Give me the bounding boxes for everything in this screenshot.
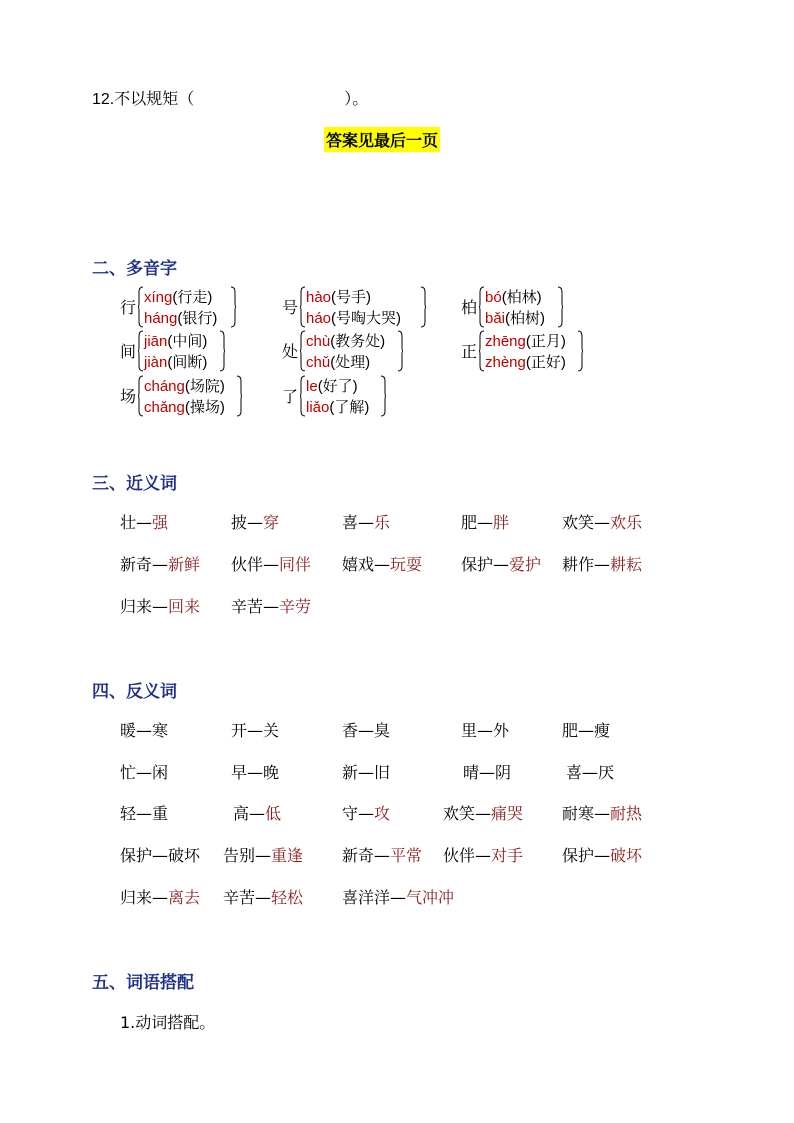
pinyin: bǎi (485, 310, 506, 327)
example-word: (了解) (329, 399, 370, 416)
pinyin: zhèng (485, 354, 526, 371)
polyphonic-char: 行 (120, 298, 137, 317)
example-word: (好了) (317, 378, 358, 395)
example-word: (教务处) (330, 333, 386, 350)
synonym-pair: 喜—乐 (342, 513, 391, 532)
polyphonic-char: 处 (282, 342, 299, 361)
synonym-pair: 壮—强 (120, 513, 169, 532)
question-12 (92, 86, 368, 109)
example-word: (号啕大哭) (331, 310, 402, 327)
antonym-pair: 耐寒—耐热 (562, 804, 643, 823)
antonym-pair: 喜洋洋—气冲冲 (342, 888, 455, 907)
reading-2 (144, 396, 225, 417)
pinyin: chǔ (306, 354, 331, 371)
antonym-pair: 晴—阴 (463, 763, 512, 782)
example-word: (场院) (184, 378, 225, 395)
antonym-pair: 新—旧 (342, 763, 391, 782)
reading-1 (144, 286, 212, 307)
reading-2 (306, 351, 370, 372)
antonym-pair: 归来—离去 (120, 888, 201, 907)
antonym-pair: 新奇—平常 (342, 846, 423, 865)
synonym-pair: 辛苦—辛劳 (231, 597, 312, 616)
answer-note: 答案见最后一页 (324, 127, 440, 152)
reading-1 (306, 286, 371, 307)
polyphonic-group (461, 285, 571, 331)
reading-2 (485, 351, 566, 372)
polyphonic-group (282, 374, 392, 420)
reading-1 (144, 330, 207, 351)
pinyin: hào (306, 289, 332, 306)
polyphonic-group (461, 329, 591, 375)
antonym-pair: 保护—破坏 (562, 846, 643, 865)
polyphonic-group (120, 374, 250, 420)
polyphonic-group (282, 285, 432, 331)
antonym-pair: 轻—重 (120, 804, 169, 823)
pinyin: cháng (144, 378, 185, 395)
reading-2 (306, 307, 401, 328)
pinyin: jiàn (144, 354, 168, 371)
example-word: (处理) (330, 354, 371, 371)
right-brace-icon (236, 375, 242, 417)
polyphonic-group (120, 329, 240, 375)
section-title-polyphonic: 二、多音字 (92, 259, 177, 279)
right-brace-icon (577, 330, 583, 372)
reading-1 (306, 375, 358, 396)
pinyin: le (306, 378, 318, 395)
pinyin: bó (485, 289, 502, 306)
pinyin: xíng (144, 289, 173, 306)
pinyin: chù (306, 333, 331, 350)
example-word: (柏树) (505, 310, 546, 327)
antonym-pair: 告别—重逢 (223, 846, 304, 865)
antonym-pair: 早—晚 (231, 763, 280, 782)
antonym-pair: 里—外 (461, 721, 510, 740)
synonym-pair: 归来—回来 (120, 597, 201, 616)
antonym-pair: 肥—瘦 (562, 721, 611, 740)
pinyin: háng (144, 310, 178, 327)
antonym-pair: 伙伴—对手 (443, 846, 524, 865)
example-word: (行走) (172, 289, 213, 306)
polyphonic-char: 场 (120, 387, 137, 406)
example-word: (中间) (167, 333, 208, 350)
polyphonic-char: 柏 (461, 298, 478, 317)
polyphonic-group (282, 329, 412, 375)
reading-2 (306, 396, 369, 417)
synonym-pair: 欢笑—欢乐 (562, 513, 643, 532)
right-brace-icon (230, 286, 236, 328)
section-title-antonyms: 四、反义词 (92, 682, 177, 702)
question-number: 12. (92, 91, 115, 108)
subsection-verb-collocation: 1.动词搭配。 (120, 1013, 216, 1032)
question-close: ）。 (344, 89, 369, 108)
example-word: (正月) (525, 333, 566, 350)
synonym-pair: 肥—胖 (461, 513, 510, 532)
section-title-collocation: 五、词语搭配 (92, 973, 194, 993)
example-word: (操场) (184, 399, 225, 416)
synonym-pair: 伙伴—同伴 (231, 555, 312, 574)
synonym-pair: 嬉戏—玩耍 (342, 555, 423, 574)
right-brace-icon (397, 330, 403, 372)
reading-1 (485, 330, 566, 351)
antonym-pair: 香—臭 (342, 721, 391, 740)
reading-1 (306, 330, 385, 351)
antonym-pair: 忙—闲 (120, 763, 169, 782)
polyphonic-char: 了 (282, 387, 299, 406)
right-brace-icon (557, 286, 563, 328)
example-word: (间断) (167, 354, 208, 371)
polyphonic-char: 号 (282, 298, 299, 317)
synonym-pair: 耕作—耕耘 (562, 555, 643, 574)
pinyin: liǎo (306, 399, 330, 416)
antonym-pair: 暖—寒 (120, 721, 169, 740)
antonym-pair: 欢笑—痛哭 (443, 804, 524, 823)
reading-2 (144, 351, 207, 372)
right-brace-icon (380, 375, 386, 417)
polyphonic-char: 间 (120, 342, 137, 361)
right-brace-icon (219, 330, 225, 372)
example-word: (柏林) (501, 289, 542, 306)
polyphonic-group (120, 285, 250, 331)
section-title-synonyms: 三、近义词 (92, 474, 177, 494)
pinyin: jiān (144, 333, 168, 350)
right-brace-icon (420, 286, 426, 328)
synonym-pair: 披—穿 (231, 513, 280, 532)
example-word: (银行) (177, 310, 218, 327)
synonym-pair: 新奇—新鲜 (120, 555, 201, 574)
reading-1 (144, 375, 225, 396)
pinyin: chǎng (144, 399, 185, 416)
reading-2 (144, 307, 217, 328)
example-word: (正好) (525, 354, 566, 371)
question-text: 不以规矩（ (114, 89, 195, 108)
pinyin: zhēng (485, 333, 526, 350)
antonym-pair: 守—攻 (342, 804, 391, 823)
antonym-pair: 保护—破坏 (120, 846, 201, 865)
reading-2 (485, 307, 545, 328)
antonym-pair: 辛苦—轻松 (223, 888, 304, 907)
pinyin: háo (306, 310, 332, 327)
synonym-pair: 保护—爱护 (461, 555, 542, 574)
antonym-pair: 高—低 (233, 804, 282, 823)
reading-1 (485, 286, 542, 307)
polyphonic-char: 正 (461, 342, 478, 361)
antonym-pair: 喜—厌 (566, 763, 615, 782)
example-word: (号手) (331, 289, 372, 306)
antonym-pair: 开—关 (231, 721, 280, 740)
